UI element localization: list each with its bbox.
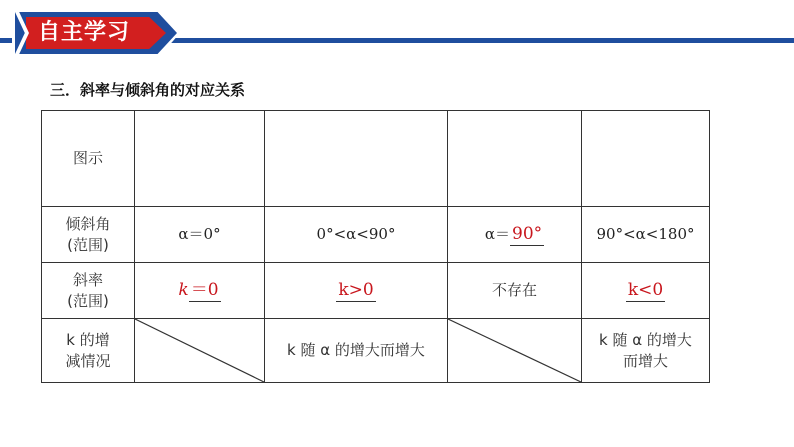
trend-cell-4-line2: 而增大	[622, 351, 668, 370]
slope-cell-2	[265, 263, 448, 319]
row-header-trend-line1: k 的增	[66, 330, 110, 349]
table-row-slope	[42, 263, 710, 319]
slope-cell-4	[582, 263, 710, 319]
slope-cell-1	[135, 263, 265, 319]
angle-cell-2: 0°<α<90°	[265, 207, 448, 263]
angle-cell-3-prefix: α＝	[484, 224, 510, 243]
row-header-slope-line1: 斜率	[72, 270, 103, 289]
angle-cell-3-answer: 90°	[512, 223, 543, 244]
trend-cell-1-slash	[135, 319, 265, 383]
angle-cell-3	[448, 207, 582, 263]
table-row-angle	[42, 207, 710, 263]
table-row-trend	[42, 319, 710, 383]
trend-cell-2: k 随 α 的增大而增大	[265, 319, 448, 383]
diagonal-slash-icon	[135, 319, 264, 382]
slope-cell-1-answer: ＝0	[190, 279, 219, 300]
angle-cell-4: 90°<α<180°	[582, 207, 710, 263]
slope-angle-table	[41, 110, 710, 383]
row-header-slope	[42, 263, 135, 319]
row-header-slope-line2: (范围)	[67, 291, 109, 310]
slope-cell-2-answer: k>0	[338, 279, 374, 300]
figure-cell-3	[448, 111, 582, 207]
figure-cell-1	[135, 111, 265, 207]
row-header-trend	[42, 319, 135, 383]
row-header-angle	[42, 207, 135, 263]
trend-cell-4	[582, 319, 710, 383]
slope-cell-1-var: k	[178, 279, 189, 300]
section-title: 三．斜率与倾斜角的对应关系	[50, 81, 246, 99]
row-header-angle-line2: (范围)	[67, 235, 109, 254]
row-header-angle-line1: 倾斜角	[65, 214, 111, 233]
trend-cell-4-line1: k 随 α 的增大	[599, 330, 692, 349]
figure-cell-2	[265, 111, 448, 207]
banner-title: 自主学习	[38, 20, 131, 45]
figure-cell-4	[582, 111, 710, 207]
row-header-trend-line2: 减情况	[65, 351, 111, 370]
table-row-figure	[42, 111, 710, 207]
diagonal-slash-icon	[448, 319, 581, 382]
slope-cell-3: 不存在	[448, 263, 582, 319]
trend-cell-3-slash	[448, 319, 582, 383]
angle-cell-1: α＝0°	[135, 207, 265, 263]
slope-cell-4-answer: k<0	[627, 279, 664, 300]
row-header-figure: 图示	[42, 111, 135, 207]
